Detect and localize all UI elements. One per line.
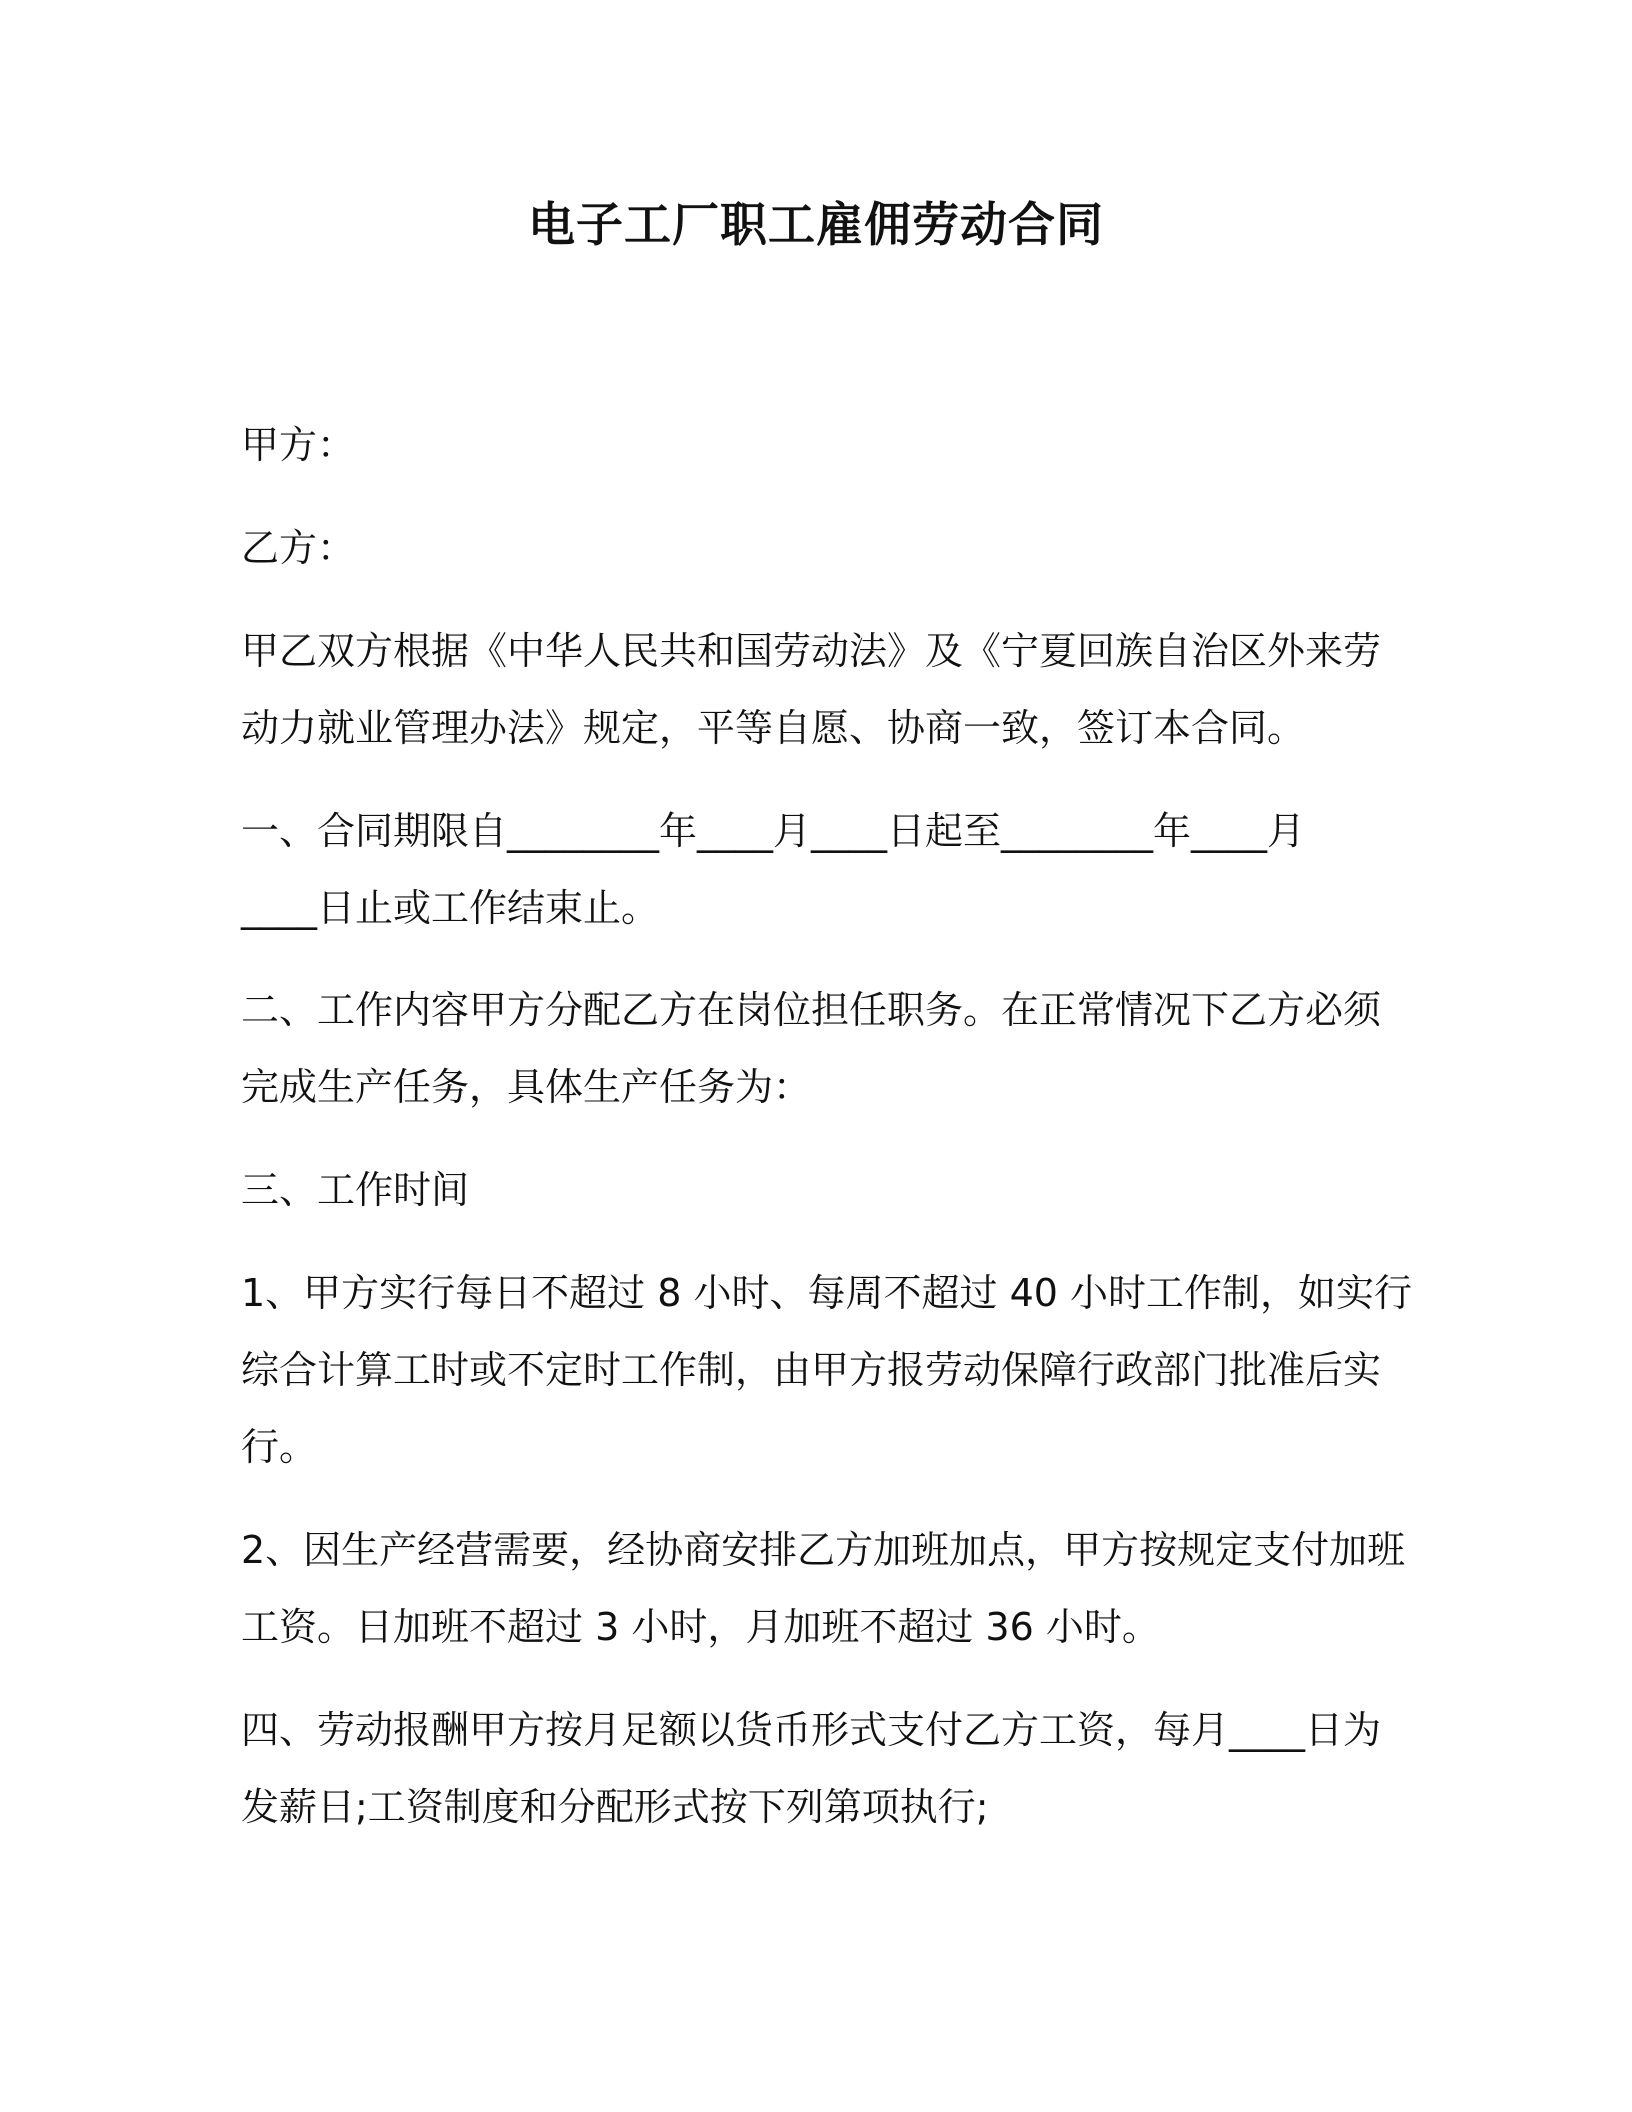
clause-3-2-line-2: 工资。日加班不超过 3 小时，月加班不超过 36 小时。 <box>241 1605 1160 1649</box>
clause-4-paragraph <box>241 1692 1401 1846</box>
clause-3-1-line-3: 行。 <box>241 1425 318 1469</box>
party-a-line: 甲方： <box>241 423 356 467</box>
clause-4-line-1: 四、劳动报酬甲方按月足额以货币形式支付乙方工资，每月____日为 <box>241 1708 1382 1752</box>
document-title: 电子工厂职工雇佣劳动合同 <box>528 198 1104 253</box>
intro-paragraph <box>241 613 1401 767</box>
clause-3-2-paragraph <box>241 1512 1406 1666</box>
clause-1-paragraph <box>241 793 1401 947</box>
party-b-label <box>241 510 1401 587</box>
clause-2-paragraph <box>241 972 1401 1126</box>
intro-line-1: 甲乙双方根据《中华人民共和国劳动法》及《宁夏回族自治区外来劳 <box>241 629 1382 673</box>
party-a-label <box>241 407 1401 484</box>
clause-1-line-2: ____日止或工作结束止。 <box>241 886 660 930</box>
clause-4-line-2: 发薪日;工资制度和分配形式按下列第项执行; <box>241 1785 989 1829</box>
clause-3-1-line-1: 1、甲方实行每日不超过 8 小时、每周不超过 40 小时工作制，如实行 <box>241 1271 1413 1315</box>
party-b-line: 乙方： <box>241 526 356 570</box>
clause-3-1-paragraph <box>241 1255 1413 1486</box>
clause-2-line-2: 完成生产任务，具体生产任务为： <box>241 1065 812 1109</box>
clause-3-heading-line: 三、工作时间 <box>241 1168 470 1212</box>
clause-3-heading <box>241 1152 1401 1229</box>
clause-2-line-1: 二、工作内容甲方分配乙方在岗位担任职务。在正常情况下乙方必须 <box>241 988 1382 1032</box>
clause-1-line-1: 一、合同期限自________年____月____日起至________年____月 <box>241 809 1306 853</box>
clause-3-2-line-1: 2、因生产经营需要，经协商安排乙方加班加点，甲方按规定支付加班 <box>241 1528 1406 1572</box>
clause-3-1-line-2: 综合计算工时或不定时工作制，由甲方报劳动保障行政部门批准后实 <box>241 1348 1382 1392</box>
intro-line-2: 动力就业管理办法》规定，平等自愿、协商一致，签订本合同。 <box>241 706 1306 750</box>
